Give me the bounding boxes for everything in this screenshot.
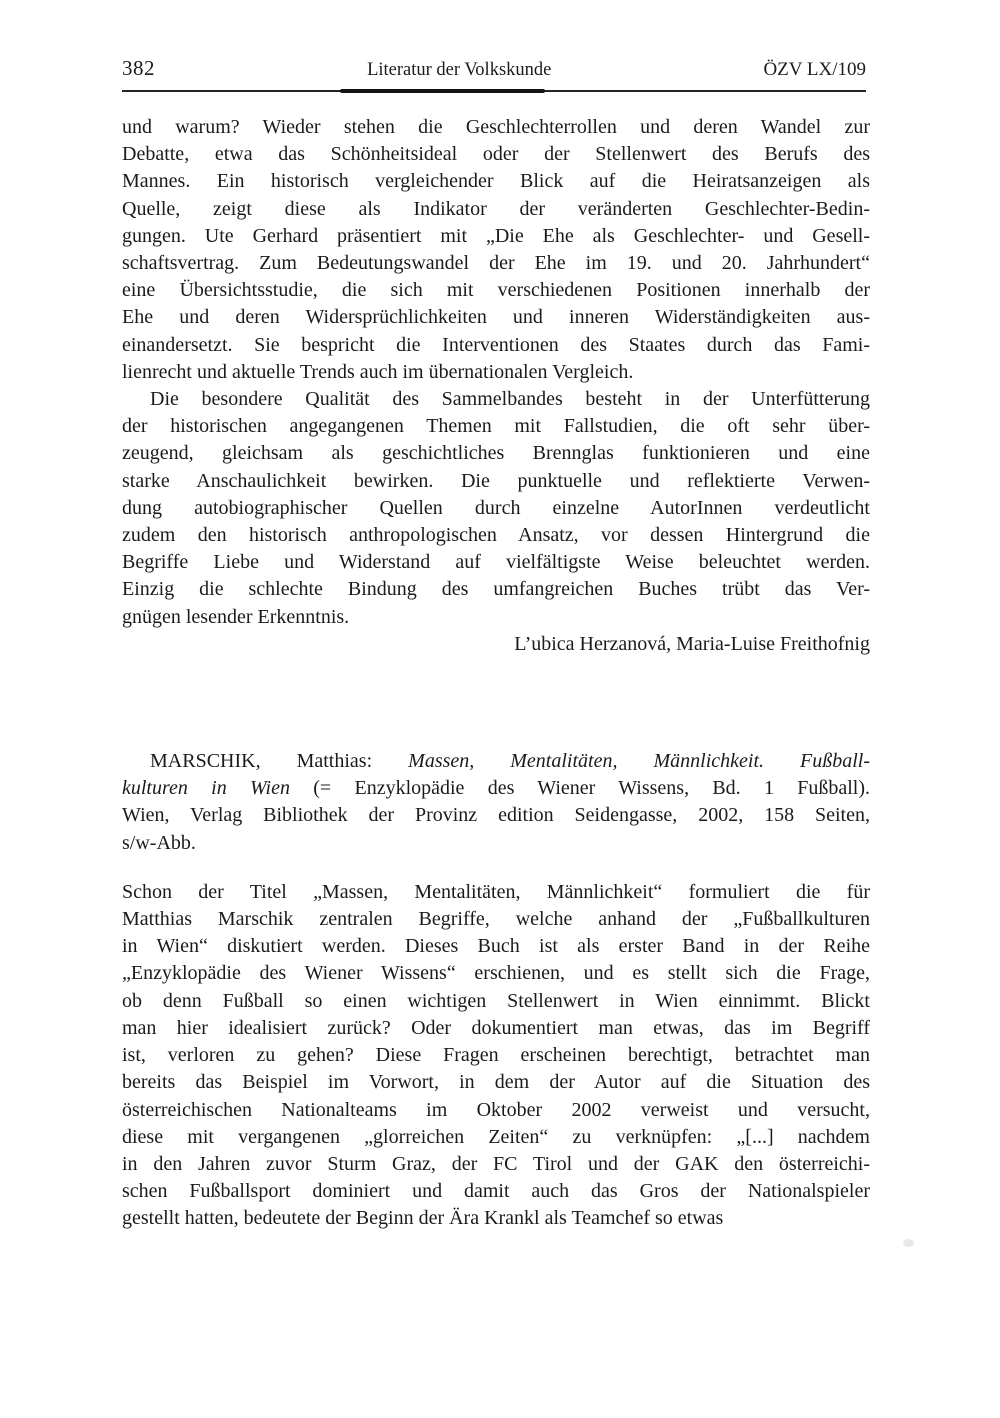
text-line: dung autobiographischer Quellen durch einzelne AutorInnen verdeutlicht — [122, 496, 870, 519]
text-segment: Wien, Verlag Bibliothek der Provinz edition Seidengasse, 2002, 158 Seiten, — [122, 804, 870, 827]
text-line: Debatte, etwa das Schönheitsideal oder der Stellenwert des Berufs des — [122, 143, 870, 166]
text-line: schaftsvertrag. Zum Bedeutungswandel der Ehe im 19. und 20. Jahrhundert“ — [122, 252, 870, 275]
book-citation-paragraph — [122, 748, 870, 857]
text-line: gestellt hatten, bedeutete der Beginn der Ära Krankl als Teamchef so etwas — [122, 1207, 724, 1230]
text-line: gnügen lesender Erkenntnis. — [122, 605, 350, 628]
text-line: gungen. Ute Gerhard präsentiert mit „Die Ehe als Geschlechter- und Gesell- — [122, 224, 870, 247]
text-line: österreichischen Nationalteams im Oktober 2002 verweist und versucht, — [122, 1098, 870, 1121]
text-line — [122, 775, 870, 802]
text-line: Schon der Titel „Massen, Mentalitäten, Männlichkeit“ formuliert die für — [122, 880, 870, 903]
text-line: Die besondere Qualität des Sammelbandes besteht in der Unterfütterung — [150, 388, 870, 411]
text-line: der historischen angegangenen Themen mit Fallstudien, die oft sehr über- — [122, 415, 870, 438]
text-line: man hier idealisiert zurück? Oder dokumentiert man etwas, das im Begriff — [122, 1016, 870, 1039]
page-body — [122, 114, 870, 1233]
review1-second-paragraph — [122, 386, 870, 631]
text-segment: (= Enzyklopädie des Wiener Wissens, Bd. 1 Fußball). — [290, 777, 870, 800]
journal-running-title: Literatur der Volkskunde — [367, 60, 552, 80]
text-line: zeugend, gleichsam als geschichtliches Brennglas funktionieren und eine — [122, 442, 870, 465]
text-line: in Wien“ diskutiert werden. Dieses Buch ist als erster Band in der Reihe — [122, 935, 870, 958]
scan-artifact-speck — [903, 1239, 914, 1247]
review2-body-paragraph — [122, 879, 870, 1233]
text-line: schen Fußballsport dominiert und damit auch das Gros der Nationalspieler — [122, 1180, 870, 1203]
text-line: ob denn Fußball so einen wichtigen Stellenwert in Wien einnimmt. Blickt — [122, 989, 870, 1012]
text-line — [122, 748, 870, 775]
text-line: und warum? Wieder stehen die Geschlechterrollen und deren Wandel zur — [122, 116, 870, 138]
review1-continuation-paragraph — [122, 114, 870, 386]
text-line: bereits das Beispiel im Vorwort, in dem der Autor auf die Situation des — [122, 1071, 870, 1094]
text-segment: MARSCHIK, Matthias: — [150, 750, 409, 773]
text-line: in den Jahren zuvor Sturm Graz, der FC Tirol und der GAK den österreichi- — [122, 1152, 870, 1175]
italic-text-segment: kulturen in Wien — [122, 777, 290, 800]
page-number: 382 — [122, 56, 155, 80]
text-segment: s/w-Abb. — [122, 831, 196, 854]
text-line: „Enzyklopädie des Wiener Wissens“ erschienen, und es stellt sich die Frage, — [122, 962, 870, 985]
text-line: lienrecht und aktuelle Trends auch im übernationalen Vergleich. — [122, 360, 634, 383]
italic-text-segment: Massen, Mentalitäten, Männlichkeit. Fußball- — [408, 750, 871, 773]
text-line: diese mit vergangenen „glorreichen Zeiten“ zu verknüpfen: „[...] nachdem — [122, 1125, 870, 1148]
issue-label: ÖZV LX/109 — [763, 59, 866, 80]
text-line: Mannes. Ein historisch vergleichender Blick auf die Heiratsanzeigen als — [122, 170, 870, 193]
text-line: eine Übersichtsstudie, die sich mit verschiedenen Positionen innerhalb der — [122, 279, 870, 302]
text-line: ist, verloren zu gehen? Diese Fragen erscheinen berechtigt, betrachtet man — [122, 1044, 870, 1067]
header-rule-smudge — [340, 89, 545, 93]
text-line: zudem den historisch anthropologischen Ansatz, vor dessen Hintergrund die — [122, 524, 870, 547]
reviewer-signature: L’ubica Herzanová, Maria-Luise Freithofnig — [514, 632, 870, 655]
text-line: Quelle, zeigt diese als Indikator der veränderten Geschlechter-Bedin- — [122, 197, 870, 220]
text-line: starke Anschaulichkeit bewirken. Die punktuelle und reflektierte Verwen- — [122, 469, 870, 492]
text-line: Matthias Marschik zentralen Begriffe, welche anhand der „Fußballkulturen — [122, 908, 870, 931]
text-line — [122, 830, 870, 857]
text-line: Ehe und deren Widersprüchlichkeiten und inneren Widerständigkeiten aus- — [122, 306, 870, 329]
text-line: Begriffe Liebe und Widerstand auf vielfältigste Weise beleuchtet werden. — [122, 551, 870, 574]
text-line — [122, 802, 870, 829]
page-header — [122, 56, 866, 81]
text-line: einandersetzt. Sie bespricht die Interventionen des Staates durch das Fami- — [122, 333, 870, 356]
text-line: Einzig die schlechte Bindung des umfangreichen Buches trübt das Ver- — [122, 578, 870, 601]
